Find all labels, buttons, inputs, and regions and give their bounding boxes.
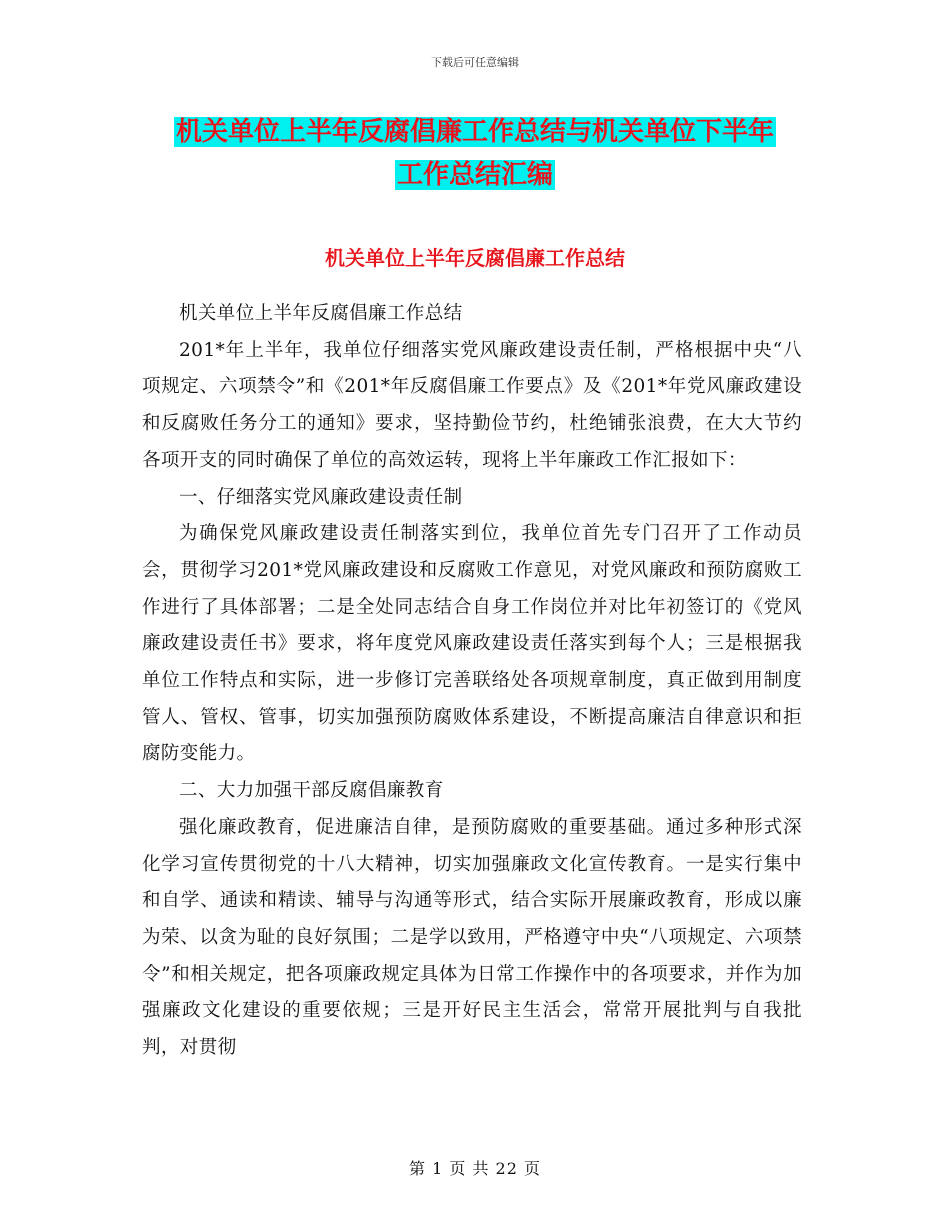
paragraph-section-1: 为确保党风廉政建设责任制落实到位，我单位首先专门召开了工作动员会，贯彻学习201*党风廉政建设和反腐败工作意见，对党风廉政和预防腐败工作进行了具体部署；二是全处同志结合自身工作岗位并对比年初签订的《党风廉政建设责任书》要求，将年度党风廉政建设责任落实到每个人；三是根据我单位工作特点和实际，进一步修订完善联络处各项规章制度，真正做到用制度管人、管权、管事，切实加强预防腐败体系建设，不断提高廉洁自律意识和拒腐防变能力。 bbox=[142, 523, 802, 765]
section-title: 机关单位上半年反腐倡廉工作总结 bbox=[325, 246, 625, 270]
section-heading-1: 一、仔细落实党风廉政建设责任制 bbox=[179, 486, 463, 508]
main-title-text-1: 机关单位上半年反腐倡廉工作总结与机关单位下半年 bbox=[175, 117, 774, 147]
page-number-footer: 第 1 页 共 22 页 bbox=[409, 1159, 541, 1178]
header-note: 下载后可任意编辑 bbox=[431, 56, 519, 69]
paragraph-section-2: 强化廉政教育，促进廉洁自律，是预防腐败的重要基础。通过多种形式深化学习宣传贯彻党的十八大精神，切实加强廉政文化宣传教育。一是实行集中和自学、通读和精读、辅导与沟通等形式，结合实际开展廉政教育，形成以廉为荣、以贪为耻的良好氛围；二是学以致用，严格遵守中央“八项规定、六项禁令”和相关规定，把各项廉政规定具体为日常工作操作中的各项要求，并作为加强廉政文化建设的重要依规；三是开好民主生活会，常常开展批判与自我批判，对贯彻 bbox=[142, 816, 802, 1059]
section-heading-2: 二、大力加强干部反腐倡廉教育 bbox=[179, 780, 444, 802]
main-title-line-2 bbox=[140, 153, 810, 197]
paragraph-intro: 201*年上半年，我单位仔细落实党风廉政建设责任制，严格根据中央“八项规定、六项禁令”和《201*年反腐倡廉工作要点》及《201*年党风廉政建设和反腐败任务分工的通知》要求，坚持勤俭节约，杜绝铺张浪费，在大大节约各项开支的同时确保了单位的高效运转，现将上半年廉政工作汇报如下： bbox=[142, 339, 802, 471]
main-title-text-2: 工作总结汇编 bbox=[396, 160, 553, 190]
document-body bbox=[142, 296, 802, 1067]
main-title-line-1 bbox=[140, 110, 810, 154]
paragraph-heading: 机关单位上半年反腐倡廉工作总结 bbox=[179, 303, 463, 324]
